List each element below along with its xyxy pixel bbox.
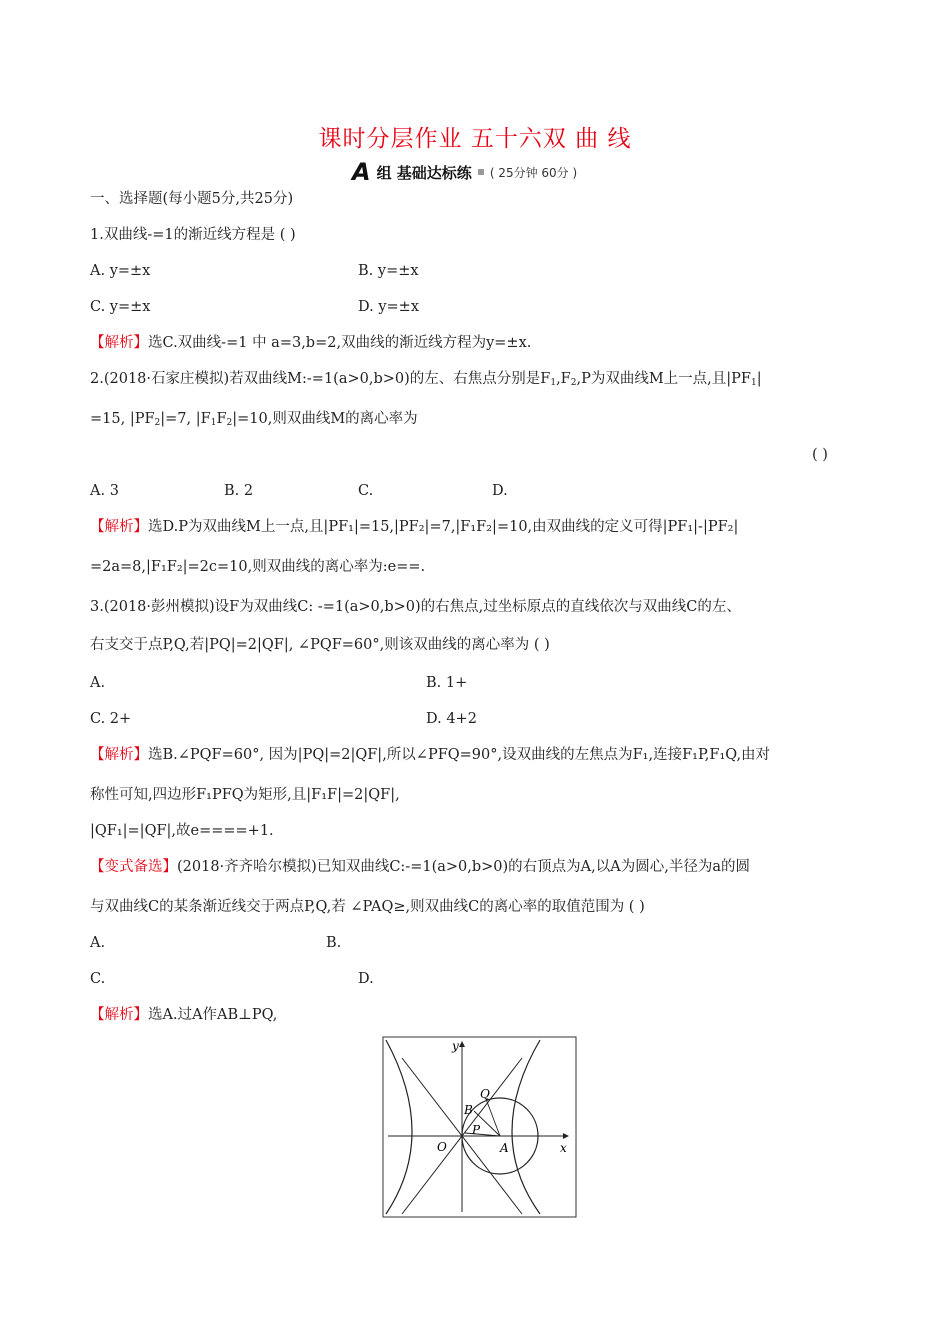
variant-option-d: D. — [358, 971, 374, 987]
q3-solution-text: 选B.∠PQF=60°, 因为|PQ|=2|QF|,所以∠PFQ=90°,设双曲线的左焦点为F₁,连接F₁P,F₁Q,由对 — [148, 747, 771, 763]
q3-solution-line3: |QF₁|=|QF|,故e====+1. — [90, 823, 274, 839]
label-o: O — [437, 1140, 447, 1154]
q2-solution-line1 — [90, 517, 738, 537]
q2-text: ,F — [556, 371, 571, 387]
q2-option-a: A. 3 — [90, 483, 119, 499]
q2-text: =15, |PF — [90, 411, 155, 427]
variant-solution-text: 选A.过A作AB⊥PQ, — [148, 1007, 278, 1023]
group-dot — [478, 169, 484, 175]
label-y: y — [452, 1039, 459, 1053]
variant-stem-line2: 与双曲线C的某条渐近线交于两点P,Q,若 ∠PAQ≥,则双曲线C的离心率的取值范围为 ( ) — [90, 899, 645, 915]
q3-solution-line1 — [90, 745, 770, 765]
group-name: 组 基础达标练 — [376, 163, 472, 182]
hyperbola-figure — [382, 1036, 577, 1222]
q2-solution-text: 选D.P为双曲线M上一点,且|PF₁|=15,|PF₂|=7,|F₁F₂|=10,由双曲线的定义可得|PF₁|-|PF₂| — [148, 519, 739, 535]
solution-tag: 【解析】 — [90, 747, 148, 763]
q2-text: |=10,则双曲线M的离心率为 — [232, 411, 418, 427]
variant-option-c: C. — [90, 971, 106, 987]
q2-option-d: D. — [492, 483, 508, 499]
q1-option-c: C. y=±x — [90, 299, 151, 315]
group-letter: A — [352, 158, 371, 186]
solution-tag: 【解析】 — [90, 519, 148, 535]
page-title: 课时分层作业 五十六双 曲 线 — [318, 126, 632, 152]
q2-solution-line2: =2a=8,|F₁F₂|=2c=10,则双曲线的离心率为:e==. — [90, 559, 426, 575]
q3-option-d: D. 4+2 — [426, 711, 477, 727]
variant-tag: 【变式备选】 — [90, 859, 177, 875]
label-a: A — [500, 1141, 509, 1155]
variant-text: (2018·齐齐哈尔模拟)已知双曲线C:-=1(a>0,b>0)的右顶点为A,以A为圆心,半径为a的圆 — [177, 859, 750, 875]
q2-option-c: C. — [358, 483, 374, 499]
q3-option-b: B. 1+ — [426, 675, 468, 691]
solution-tag: 【解析】 — [90, 335, 148, 351]
q2-text: F — [216, 411, 227, 427]
q2-answer-paren: ( ) — [812, 447, 828, 463]
q2-text: | — [756, 371, 762, 387]
label-p: P — [472, 1123, 481, 1137]
label-b: B — [464, 1103, 473, 1117]
q2-stem-line2: =15, $|PF_2|=7$, $|F_1F_2|=10$,则双曲线M的离心率为 — [90, 411, 418, 428]
group-banner — [352, 159, 577, 185]
variant-option-b: B. — [326, 935, 342, 951]
q3-solution-line2: 称性可知,四边形F₁PFQ为矩形,且|F₁F|=2|QF|, — [90, 787, 400, 803]
section-heading: 一、选择题(每小题5分,共25分) — [90, 191, 294, 207]
q1-solution — [90, 333, 531, 353]
q2-option-b: B. 2 — [224, 483, 254, 499]
q3-stem-line2: 右支交于点P,Q,若|PQ|=2|QF|, ∠PQF=60°,则该双曲线的离心率为 ( ) — [90, 637, 550, 653]
variant-solution — [90, 1005, 277, 1025]
label-q: Q — [480, 1087, 490, 1101]
label-x: x — [560, 1141, 567, 1155]
q3-stem-line1: 3.(2018·彭州模拟)设F为双曲线C: -=1(a>0,b>0)的右焦点,过坐标原点的直线依次与双曲线C的左、 — [90, 599, 741, 615]
segment-aq — [486, 1099, 500, 1136]
q1-solution-text: 选C.双曲线-=1 中 a=3,b=2,双曲线的渐近线方程为y=±x. — [148, 335, 532, 351]
hyperbola-diagram — [382, 1036, 577, 1218]
variant-stem-line1 — [90, 857, 750, 877]
q1-option-a: A. y=±x — [90, 263, 151, 279]
q1-option-b: B. y=±x — [358, 263, 419, 279]
q3-option-c: C. 2+ — [90, 711, 132, 727]
q1-option-d: D. y=±x — [358, 299, 419, 315]
q2-text: |=7, |F — [160, 411, 211, 427]
variant-option-a: A. — [90, 935, 106, 951]
q2-text: ,P为双曲线M上一点,且|PF — [576, 371, 751, 387]
q2-text: 2.(2018·石家庄模拟)若双曲线M:-=1(a>0,b>0)的左、右焦点分别是F — [90, 371, 551, 387]
q1-stem: 1.双曲线-=1的渐近线方程是 ( ) — [90, 227, 296, 243]
q2-stem-line1: 2.(2018·石家庄模拟)若双曲线M:-=1(a>0,b>0)的左、右焦点分别是$F_1,F_2,P$为双曲线M上一点,且$|PF_1|$ — [90, 371, 762, 388]
group-time: ( 25分钟 60分 ) — [489, 165, 578, 180]
q3-option-a: A. — [90, 675, 106, 691]
solution-tag: 【解析】 — [90, 1007, 148, 1023]
